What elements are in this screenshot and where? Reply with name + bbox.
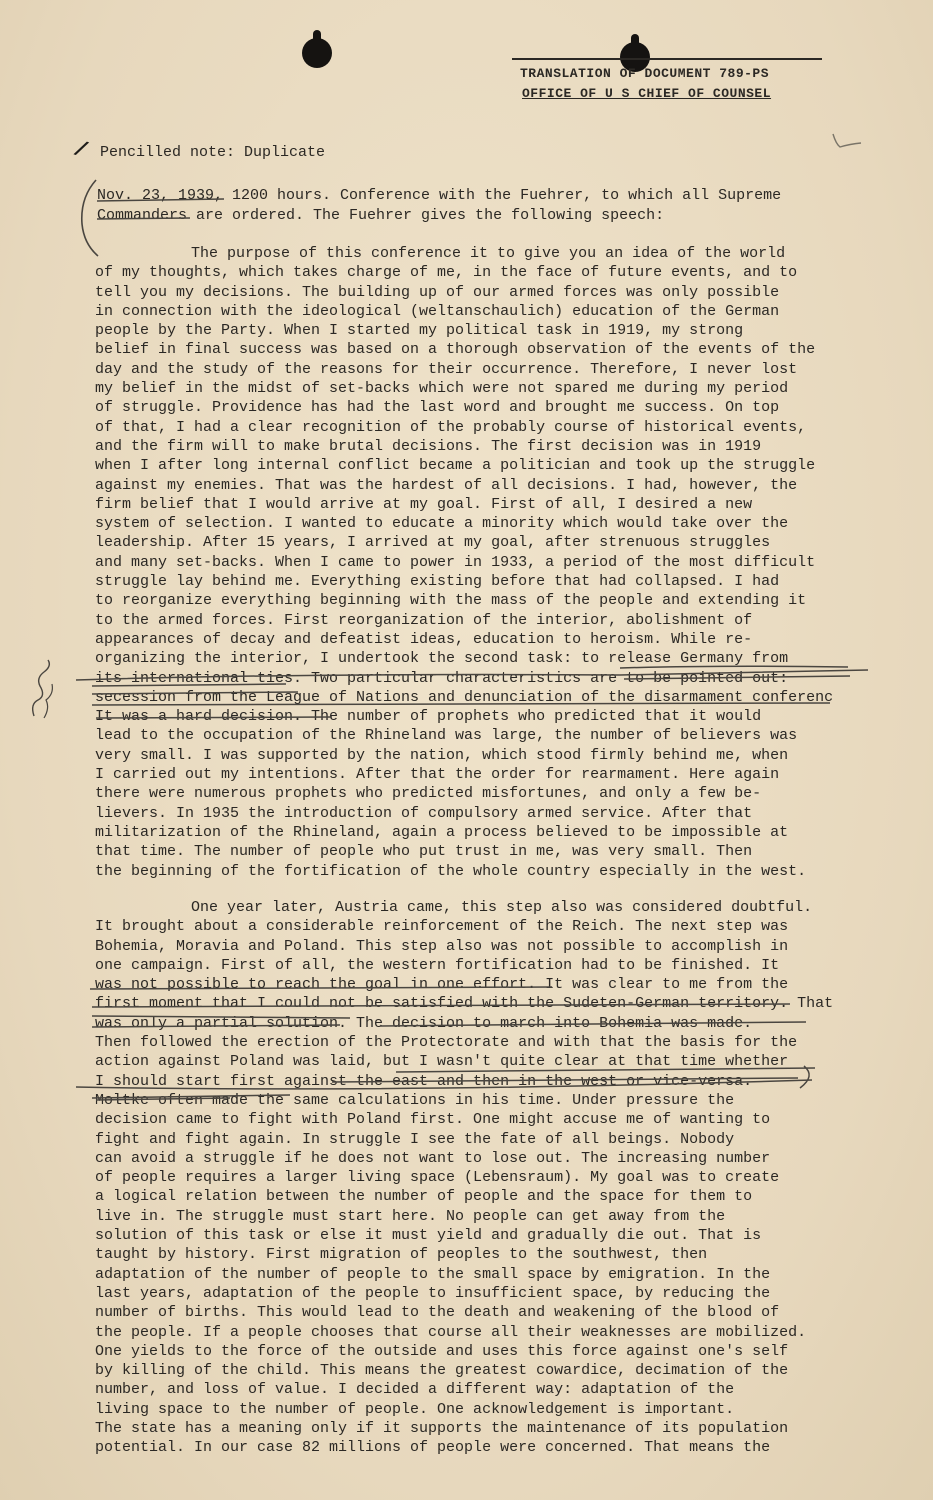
text-line: number of births. This would lead to the death and weakening of the blood of [95,1304,780,1322]
text-line: one campaign. First of all, the western fortification had to be finished. It [95,956,780,974]
text-line: tell you my decisions. The building up of our armed forces was only possible [95,283,780,301]
speech-paragraph-1 [95,244,895,881]
text-line: can avoid a struggle if he does not want to lose out. The increasing number [95,1149,771,1167]
text-line: my belief in the midst of set-backs which were not spared me during my period [95,380,789,398]
text-line: adaptation of the number of people to the small space by emigration. In the [95,1265,771,1283]
text-line: first moment that I could not be satisfied with the Sudeten-German territory. That [95,995,834,1013]
text-line: to reorganize everything beginning with the mass of the people and extending it [95,592,807,610]
text-line: of people requires a larger living space (Lebensraum). My goal was to create [95,1169,780,1187]
text-line: people by the Party. When I started my political task in 1919, my strong [95,322,744,340]
text-line: and the firm will to make brutal decisions. The first decision was in 1919 [95,437,762,455]
text-line: when I after long internal conflict became a politician and took up the struggle [95,457,816,475]
text-line: fight and fight again. In struggle I see the fate of all beings. Nobody [95,1130,735,1148]
speech-paragraph-2 [95,898,895,1458]
text-line: a logical relation between the number of people and the space for them to [95,1188,753,1206]
text-line: lead to the occupation of the Rhineland was large, the number of believers was [95,727,798,745]
text-line: appearances of decay and defeatist ideas, education to heroism. While re- [95,630,753,648]
punch-hole-left [302,38,332,68]
text-line: belief in final success was based on a thorough observation of the events of the [95,341,816,359]
intro-line: Nov. 23, 1939, 1200 hours. Conference with the Fuehrer, to which all Supreme [97,187,782,204]
text-line: Moltke often made the same calculations in his time. Under pressure the [95,1091,735,1109]
intro-line: Commanders are ordered. The Fuehrer gives the following speech: [97,206,665,224]
text-line: solution of this task or else it must yield and gradually die out. That is [95,1227,762,1245]
text-line: The purpose of this conference it to give you an idea of the world [191,245,786,262]
text-line: It brought about a considerable reinforcement of the Reich. The next step was [95,918,789,936]
text-line: system of selection. I wanted to educate a minority which would take over the [95,515,789,533]
text-line: in connection with the ideological (weltanschaulich) education of the German [95,302,780,320]
text-line: militarization of the Rhineland, again a process believed to be impossible at [95,823,789,841]
text-line: to the armed forces. First reorganization of the interior, abolishment of [95,611,753,629]
text-line: very small. I was supported by the nation, which stood firmly behind me, when [95,746,789,764]
text-line: of that, I had a clear recognition of the probably course of historical events, [95,418,807,436]
text-line: struggle lay behind me. Everything existing before that had collapsed. I had [95,573,780,591]
text-line: by killing of the child. This means the greatest cowardice, decimation of the [95,1362,789,1380]
text-line: lievers. In 1935 the introduction of compulsory armed service. After that [95,804,753,822]
text-line: One year later, Austria came, this step also was considered doubtful. [191,899,813,916]
text-line: I should start first against the east and then in the west or vice-versa. [95,1072,753,1090]
text-line: was not possible to reach the goal in one effort. It was clear to me from the [95,976,789,994]
text-line: last years, adaptation of the people to insufficient space, by reducing the [95,1284,771,1302]
text-line: against my enemies. That was the hardest of all decisions. I had, however, the [95,476,798,494]
text-line: and many set-backs. When I came to power in 1933, a period of the most difficult [95,553,816,571]
text-line: of my thoughts, which takes charge of me, in the face of future events, and to [95,264,798,282]
text-line: Then followed the erection of the Protectorate and with that the basis for the [95,1034,798,1052]
text-line: The state has a meaning only if it supports the maintenance of its population [95,1420,789,1438]
text-line: action against Poland was laid, but I wasn't quite clear at that time whether [95,1053,789,1071]
text-line: day and the study of the reasons for their occurrence. Therefore, I never lost [95,360,798,378]
margin-scribble [26,656,66,726]
text-line: potential. In our case 82 millions of people were concerned. That means the [95,1439,771,1457]
text-line: organizing the interior, I undertook the second task: to release Germany from [95,650,789,668]
conference-intro [97,186,887,225]
text-line: was only a partial solution. The decision to march into Bohemia was made. [95,1014,753,1032]
text-line: One yields to the force of the outside and uses this force against one's self [95,1342,789,1360]
text-line: number, and loss of value. I decided a different way: adaptation of the [95,1381,735,1399]
text-line: secession from the League of Nations and denunciation of the disarmament conferenc [95,688,834,706]
pencil-mark-l [830,132,864,152]
text-line: the people. If a people chooses that course all their weaknesses are mobilized. [95,1323,807,1341]
text-line: its international ties. Two particular characteristics are to be pointed out: [95,669,789,687]
text-line: the beginning of the fortification of the whole country especially in the west. [95,862,807,880]
header-line-office: OFFICE OF U S CHIEF OF COUNSEL [522,86,772,101]
check-mark-icon: / [70,136,91,165]
pencilled-note: Pencilled note: Duplicate [100,144,326,161]
text-line: leadership. After 15 years, I arrived at my goal, after strenuous struggles [95,534,771,552]
text-line: that time. The number of people who put trust in me, was very small. Then [95,843,753,861]
text-line: live in. The struggle must start here. No people can get away from the [95,1207,726,1225]
header-top-rule [512,58,822,60]
text-line: of struggle. Providence has had the last word and brought me success. On top [95,399,780,417]
text-line: It was a hard decision. The number of prophets who predicted that it would [95,708,762,726]
text-line: firm belief that I would arrive at my goal. First of all, I desired a new [95,495,753,513]
header-line-document: TRANSLATION OF DOCUMENT 789-PS [520,66,770,81]
text-line: decision came to fight with Poland first. One might accuse me of wanting to [95,1111,771,1129]
text-line: Bohemia, Moravia and Poland. This step also was not possible to accomplish in [95,937,789,955]
text-line: I carried out my intentions. After that the order for rearmament. Here again [95,766,780,784]
text-line: taught by history. First migration of peoples to the southwest, then [95,1246,708,1264]
text-line: living space to the number of people. One acknowledgement is important. [95,1400,735,1418]
text-line: there were numerous prophets who predicted misfortunes, and only a few be- [95,785,762,803]
translation-header [512,58,822,104]
